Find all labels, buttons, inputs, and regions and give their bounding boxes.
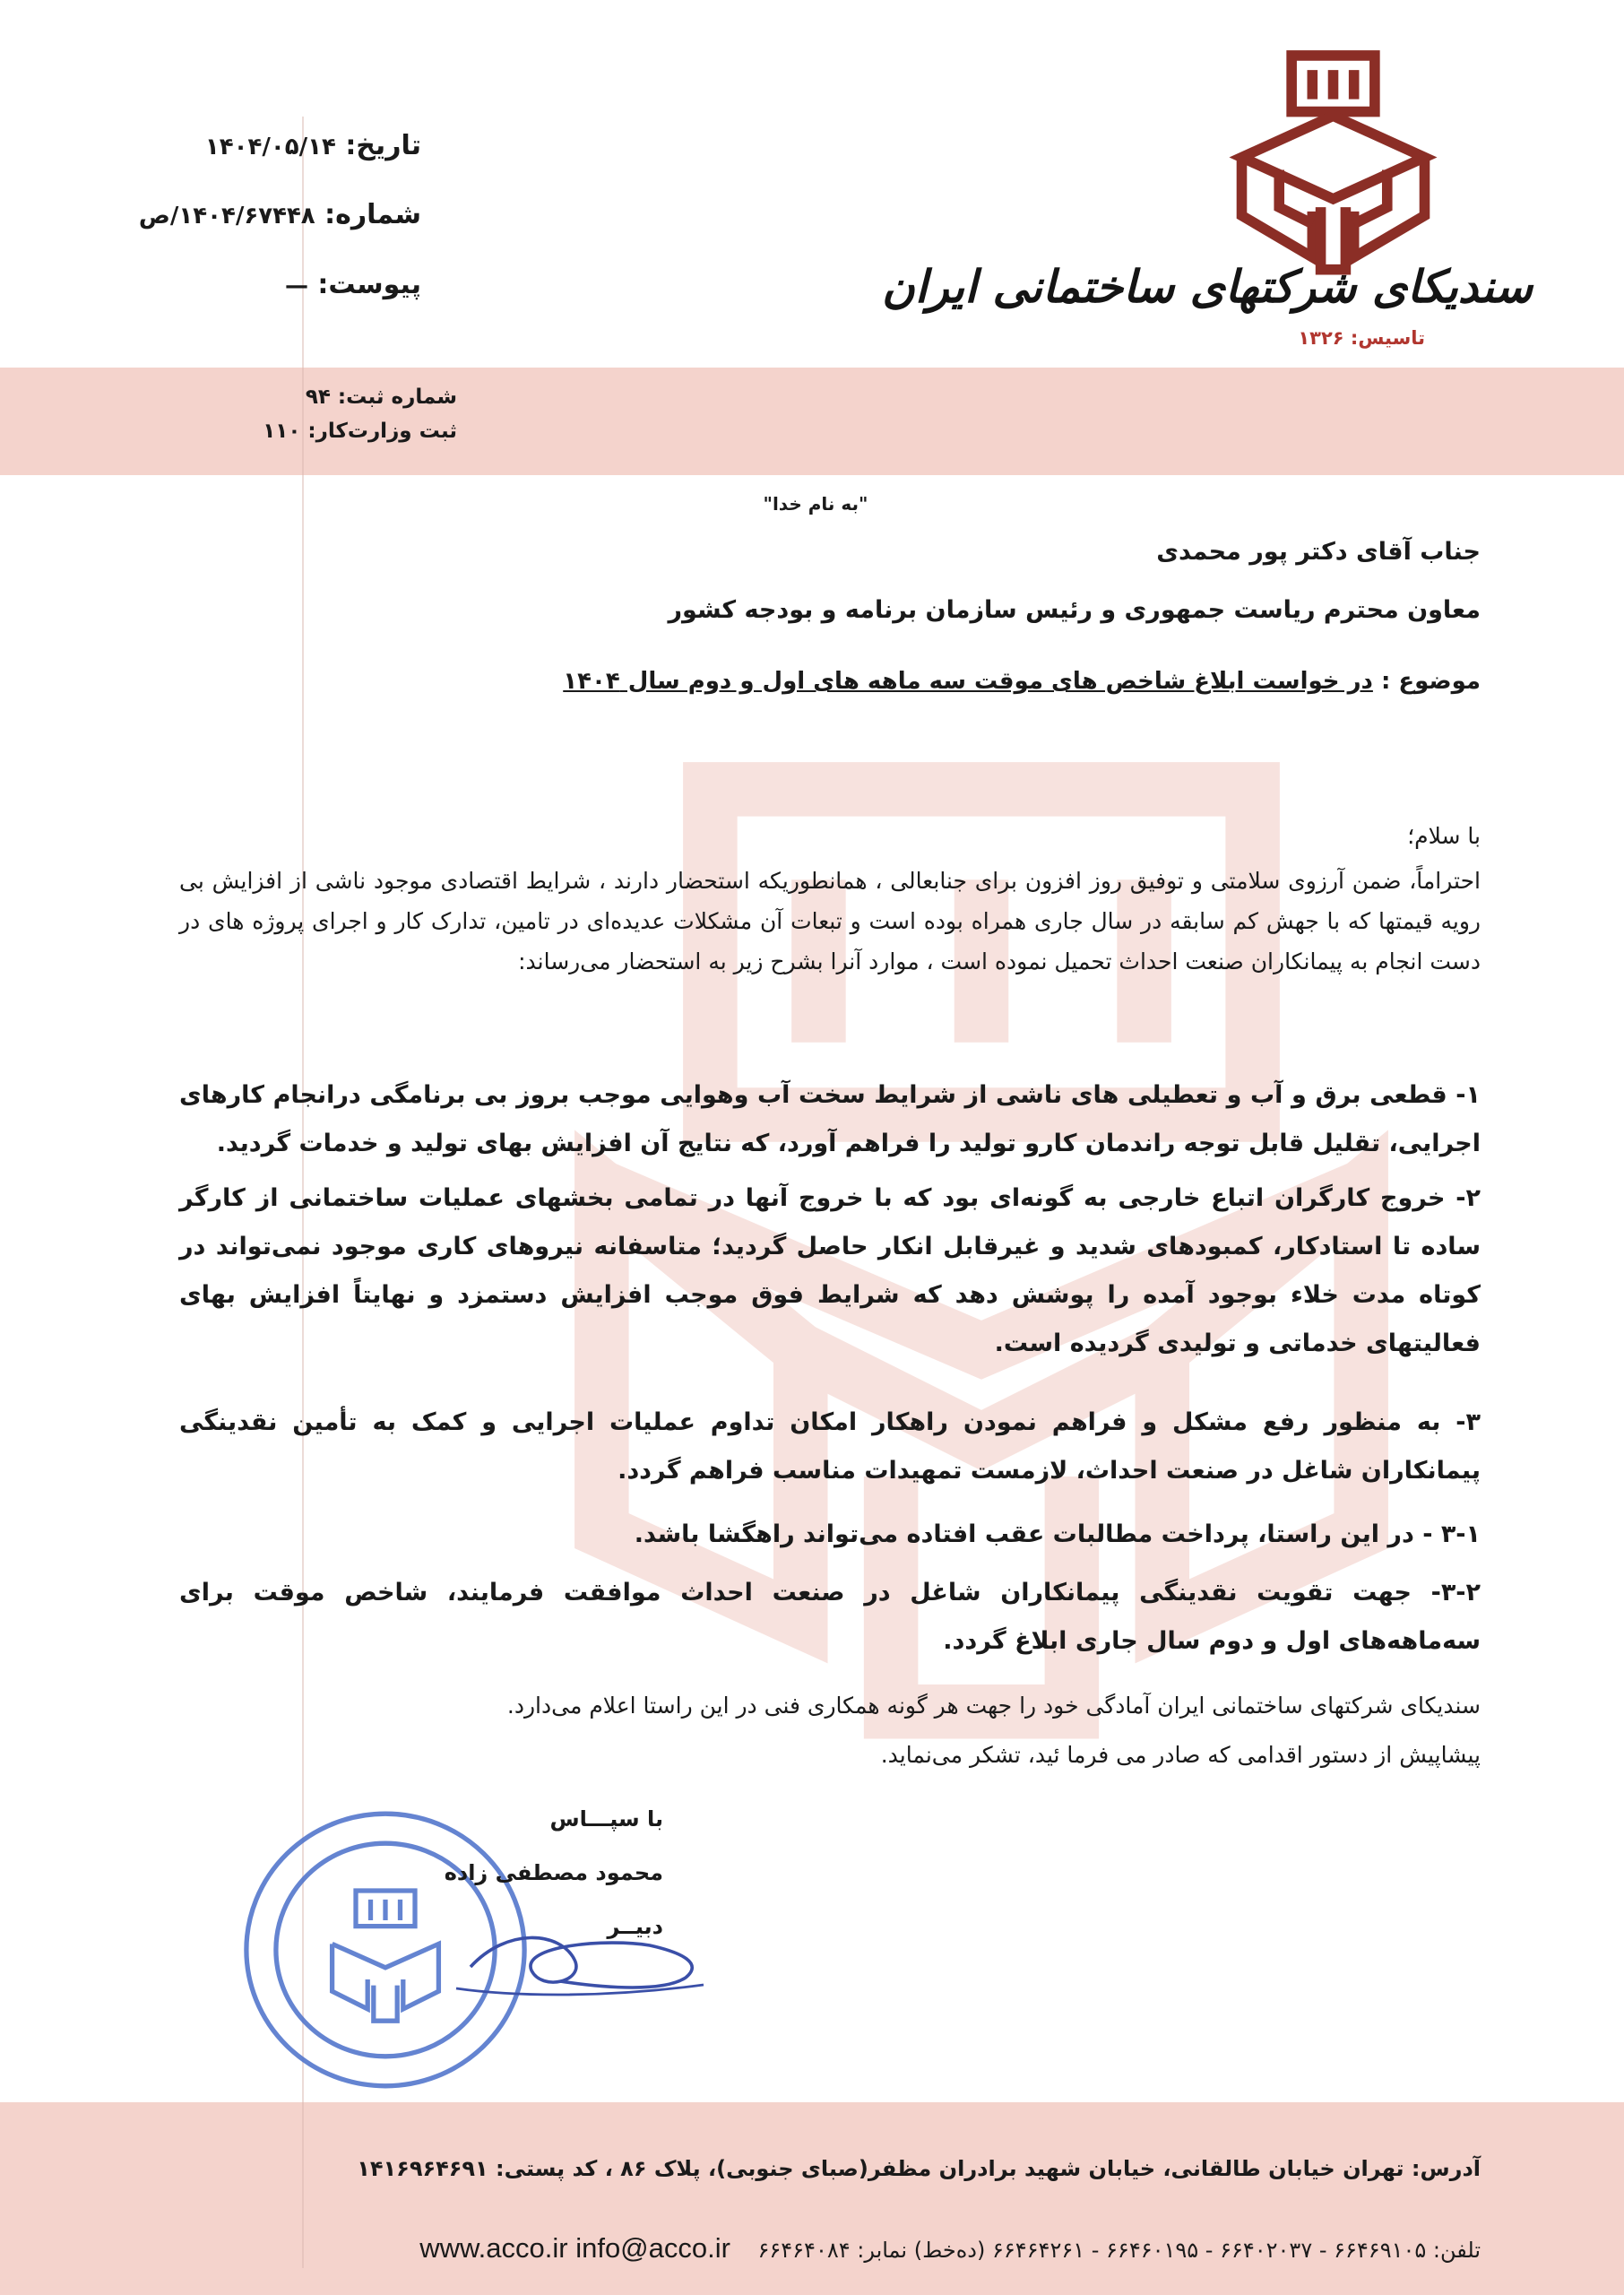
founded-year: تاسیس: ۱۳۲۶: [1298, 327, 1425, 349]
item-1: ۱- قطعی برق و آب و تعطیلی های ناشی از شرایط سخت آب وهوایی موجب بروز بی برنامگی درانجام کارهای اجرایی، تقلیل قابل توجه راندمان کارو تولید را فراهم آورد، که نتایج آن افزایش بهای تولید و خدمات گردید.: [179, 1081, 1481, 1157]
attachment-label: پیوست:: [317, 269, 421, 300]
number-label: شماره:: [324, 199, 421, 230]
attachment-row: [134, 269, 421, 300]
item-3-1: ۳-۱ - در این راستا، پرداخت مطالبات عقب افتاده می‌تواند راهگشا باشد.: [634, 1520, 1481, 1548]
addressee-name: جناب آقای دکتر پور محمدی: [1156, 538, 1481, 566]
subject-text: در خواست ابلاغ شاخص های موقت سه ماهه های اول و دوم سال ۱۴۰۴: [563, 668, 1373, 695]
subject-label: موضوع :: [1380, 668, 1481, 695]
number-row: [134, 199, 421, 230]
labor-ministry-registration: ثبت وزارت‌کار: ۱۱۰: [263, 420, 457, 443]
item-3: ۳- به منظور رفع مشکل و فراهم نمودن راهکار امکان تداوم عملیات اجرایی و کمک به تأمین نقدینگی پیمانکاران شاغل در صنعت احداث، لازمست تمهیدات مناسب فراهم گردد.: [179, 1408, 1481, 1485]
footer-web-email: www.acco.ir info@acco.ir: [419, 2232, 730, 2264]
sign-thanks: با سپـــاس: [549, 1806, 663, 1832]
date-label: تاریخ:: [345, 130, 421, 161]
date-row: [134, 130, 421, 161]
subject-line: [179, 668, 1481, 695]
date-value: ۱۴۰۴/۰۵/۱۴: [204, 134, 336, 160]
closing-line-2: پیشاپیش از دستور اقدامی که صادر می فرما ئید، تشکر می‌نماید.: [880, 1742, 1481, 1768]
greeting: با سلام؛: [1407, 823, 1481, 849]
footer-band: [0, 2102, 1624, 2295]
footer-contact: [161, 2232, 1481, 2265]
org-name: سندیکای شرکتهای ساختمانی ایران: [881, 260, 1533, 313]
item-3-2: ۳-۲- جهت تقویت نقدینگی پیمانکاران شاغل در صنعت احداث موافقت فرمایند، شاخص موقت برای سه‌ماهه‌های اول و دوم سال جاری ابلاغ گردد.: [179, 1579, 1481, 1655]
intro-paragraph: احتراماً، ضمن آرزوی سلامتی و توفیق روز افزون برای جنابعالی ، همانطوریکه استحضار دارند ، شرایط اقتصادی موجود ناشی از افزایش بی رویه قیمتها که با جهش کم سابقه در سال جاری همراه بوده است و تبعات آن مشکلات عدیده‌ای در تامین، تدارک کار و اجرای پروژه های در دست انجام به پیمانکاران صنعت احداث تحمیل نموده است ، موارد آنرا بشرح زیر به استحضار می‌رساند:: [179, 868, 1481, 974]
number-value: ۱۴۰۴/۶۷۴۴۸/ص: [138, 203, 315, 230]
attachment-value: —: [284, 273, 308, 299]
signatory-title: دبیــر: [607, 1914, 663, 1939]
registration-number: شماره ثبت: ۹۴: [305, 385, 457, 409]
item-2: ۲- خروج کارگران اتباع خارجی به گونه‌ای بود که با خروج آنها در تمامی بخشهای عملیات ساختمانی از کارگر ساده تا استادکار، کمبودهای شدید و غیرقابل انکار حاصل گردید؛ متاسفانه نیروهای کاری موجود نمی‌تواند در کوتاه مدت خلاء بوجود آمده را پوشش دهد که شرایط فوق موجب افزایش دستمزد و نهایتاً افزایش بهای فعالیتهای خدماتی و تولیدی گردیده است.: [179, 1184, 1481, 1357]
addressee-title: معاون محترم ریاست جمهوری و رئیس سازمان برنامه و بودجه کشور: [668, 596, 1481, 624]
acco-logo-icon: [1228, 49, 1438, 278]
closing-line-1: سندیکای شرکتهای ساختمانی ایران آمادگی خود را جهت هر گونه همکاری فنی در این راستا اعلام می‌دارد.: [506, 1693, 1481, 1719]
invocation: "به نام خدا": [763, 493, 868, 515]
footer-address: آدرس: تهران خیابان طالقانی، خیابان شهید برادران مظفر(صبای جنوبی)، پلاک ۸۶ ، کد پستی: ۱۴۱۶۹۶۴۶۹۱: [357, 2156, 1481, 2181]
signatory-name: محمود مصطفی زاده: [444, 1860, 663, 1885]
footer-phones: تلفن: ۶۶۴۶۹۱۰۵ - ۶۶۴۰۲۰۳۷ - ۶۶۴۶۰۱۹۵ - ۶۶۴۶۴۲۶۱ (ده‌خط) نمابر: ۶۶۴۶۴۰۸۴: [757, 2238, 1481, 2263]
